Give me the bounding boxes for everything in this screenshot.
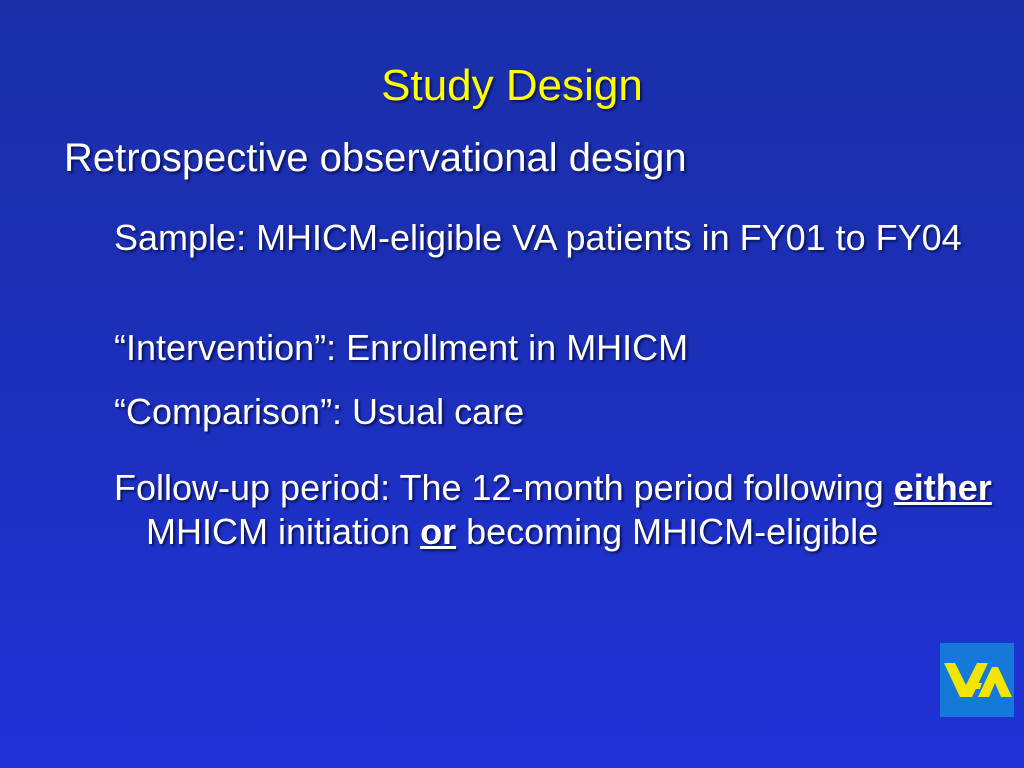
va-logo xyxy=(940,643,1014,717)
slide-title: Study Design xyxy=(381,61,643,110)
followup-prefix: Follow-up period: The 12-month period following xyxy=(114,467,894,508)
sub-bullet-followup xyxy=(114,466,1006,554)
main-bullet: Retrospective observational design xyxy=(64,136,687,180)
sub-bullet-intervention: “Intervention”: Enrollment in MHICM xyxy=(114,327,689,368)
followup-either: either xyxy=(893,467,992,508)
followup-middle: MHICM initiation xyxy=(146,511,421,552)
sub-bullet-comparison: “Comparison”: Usual care xyxy=(114,391,525,432)
followup-suffix: becoming MHICM-eligible xyxy=(456,511,879,552)
va-logo-icon xyxy=(940,643,1014,717)
sub-bullet-sample: Sample: MHICM-eligible VA patients in FY01 to FY04 xyxy=(114,217,962,258)
followup-or: or xyxy=(420,511,457,552)
